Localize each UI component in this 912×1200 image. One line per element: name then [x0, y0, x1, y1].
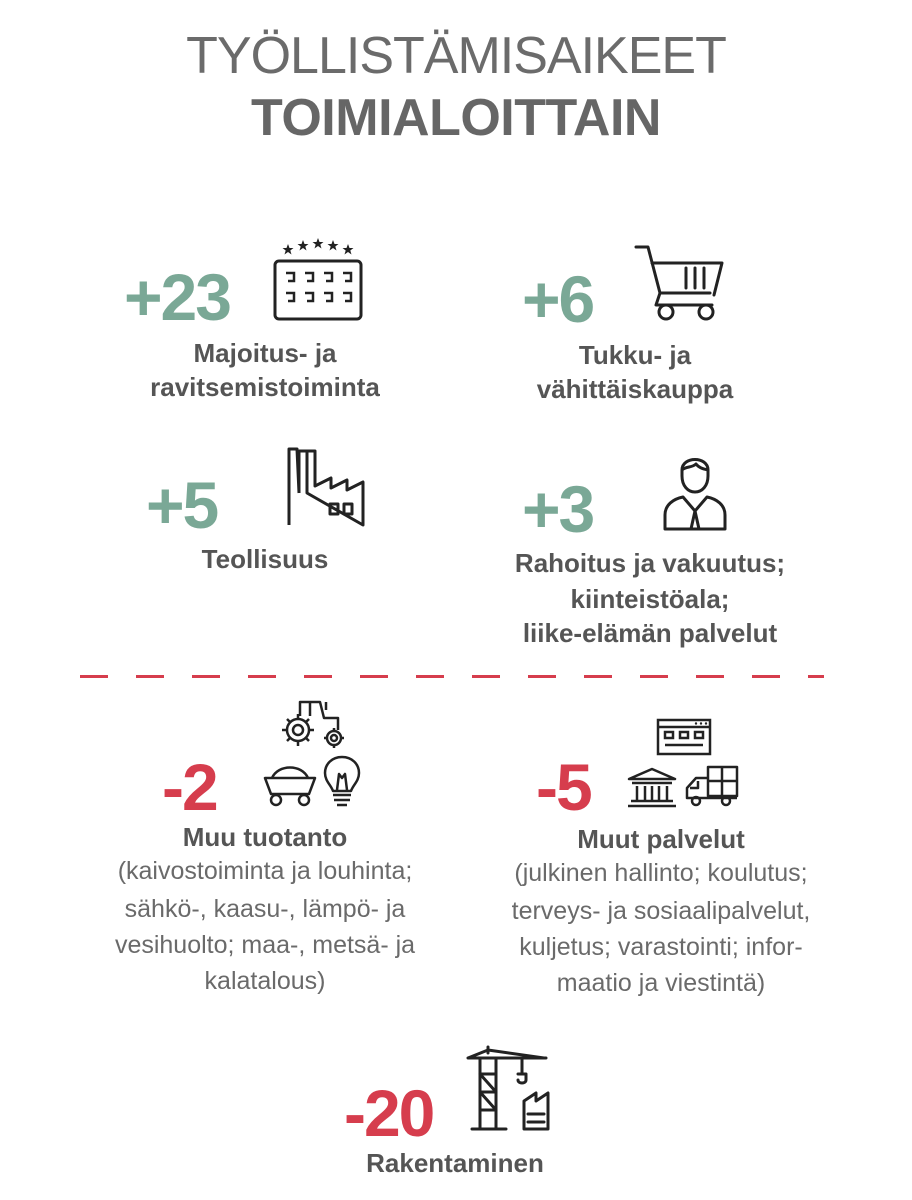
- accommodation-label-2: ravitsemistoiminta: [150, 372, 380, 402]
- browser-icon: [656, 718, 712, 756]
- finance-label-3: liike-elämän palvelut: [522, 618, 778, 648]
- crane-icon: [464, 1044, 560, 1132]
- finance-label-1: Rahoitus ja vakuutus;: [514, 548, 786, 578]
- other-production-desc-2: sähkö-, kaasu-, lämpö- ja: [124, 895, 406, 923]
- other-production-desc-1: (kaivostoiminta ja louhinta;: [117, 857, 413, 885]
- accommodation-label-1: Majoitus- ja: [193, 338, 337, 368]
- accommodation-value: +23: [124, 260, 230, 334]
- industry-label: Teollisuus: [201, 544, 329, 574]
- other-production-value: -2: [162, 750, 217, 824]
- finance-value: +3: [522, 472, 594, 546]
- title-line2: TOIMIALOITTAIN: [251, 89, 661, 147]
- other-services-desc-1: (julkinen hallinto; koulutus;: [514, 859, 808, 887]
- other-services-desc-2: terveys- ja sosiaalipalvelut,: [511, 897, 811, 925]
- shopping-cart-icon: [634, 244, 726, 324]
- tractor-icon: [278, 698, 348, 752]
- construction-label: Rakentaminen: [366, 1148, 544, 1178]
- other-services-label: Muut palvelut: [577, 824, 745, 854]
- hotel-icon: [272, 236, 364, 322]
- other-services-value: -5: [536, 750, 591, 824]
- construction-value: -20: [344, 1076, 434, 1150]
- light-bulb-icon: [322, 754, 362, 810]
- mine-cart-icon: [262, 758, 318, 808]
- businessman-icon: [662, 452, 728, 532]
- title-line1: TYÖLLISTÄMISAIKEET: [186, 27, 726, 85]
- other-production-desc-3: vesihuolto; maa-, metsä- ja: [114, 931, 416, 959]
- other-services-desc-4: maatio ja viestintä): [556, 969, 766, 997]
- delivery-truck-icon: [684, 764, 740, 808]
- factory-icon: [286, 446, 366, 528]
- other-production-desc-4: kalatalous): [204, 967, 326, 995]
- trade-label-2: vähittäiskauppa: [536, 374, 734, 404]
- other-services-desc-3: kuljetus; varastointi; infor-: [519, 933, 803, 961]
- finance-label-2: kiinteistöala;: [570, 584, 730, 614]
- industry-value: +5: [146, 468, 218, 542]
- other-production-label: Muu tuotanto: [182, 822, 348, 852]
- trade-value: +6: [522, 262, 594, 336]
- trade-label-1: Tukku- ja: [578, 340, 692, 370]
- government-building-icon: [626, 766, 678, 808]
